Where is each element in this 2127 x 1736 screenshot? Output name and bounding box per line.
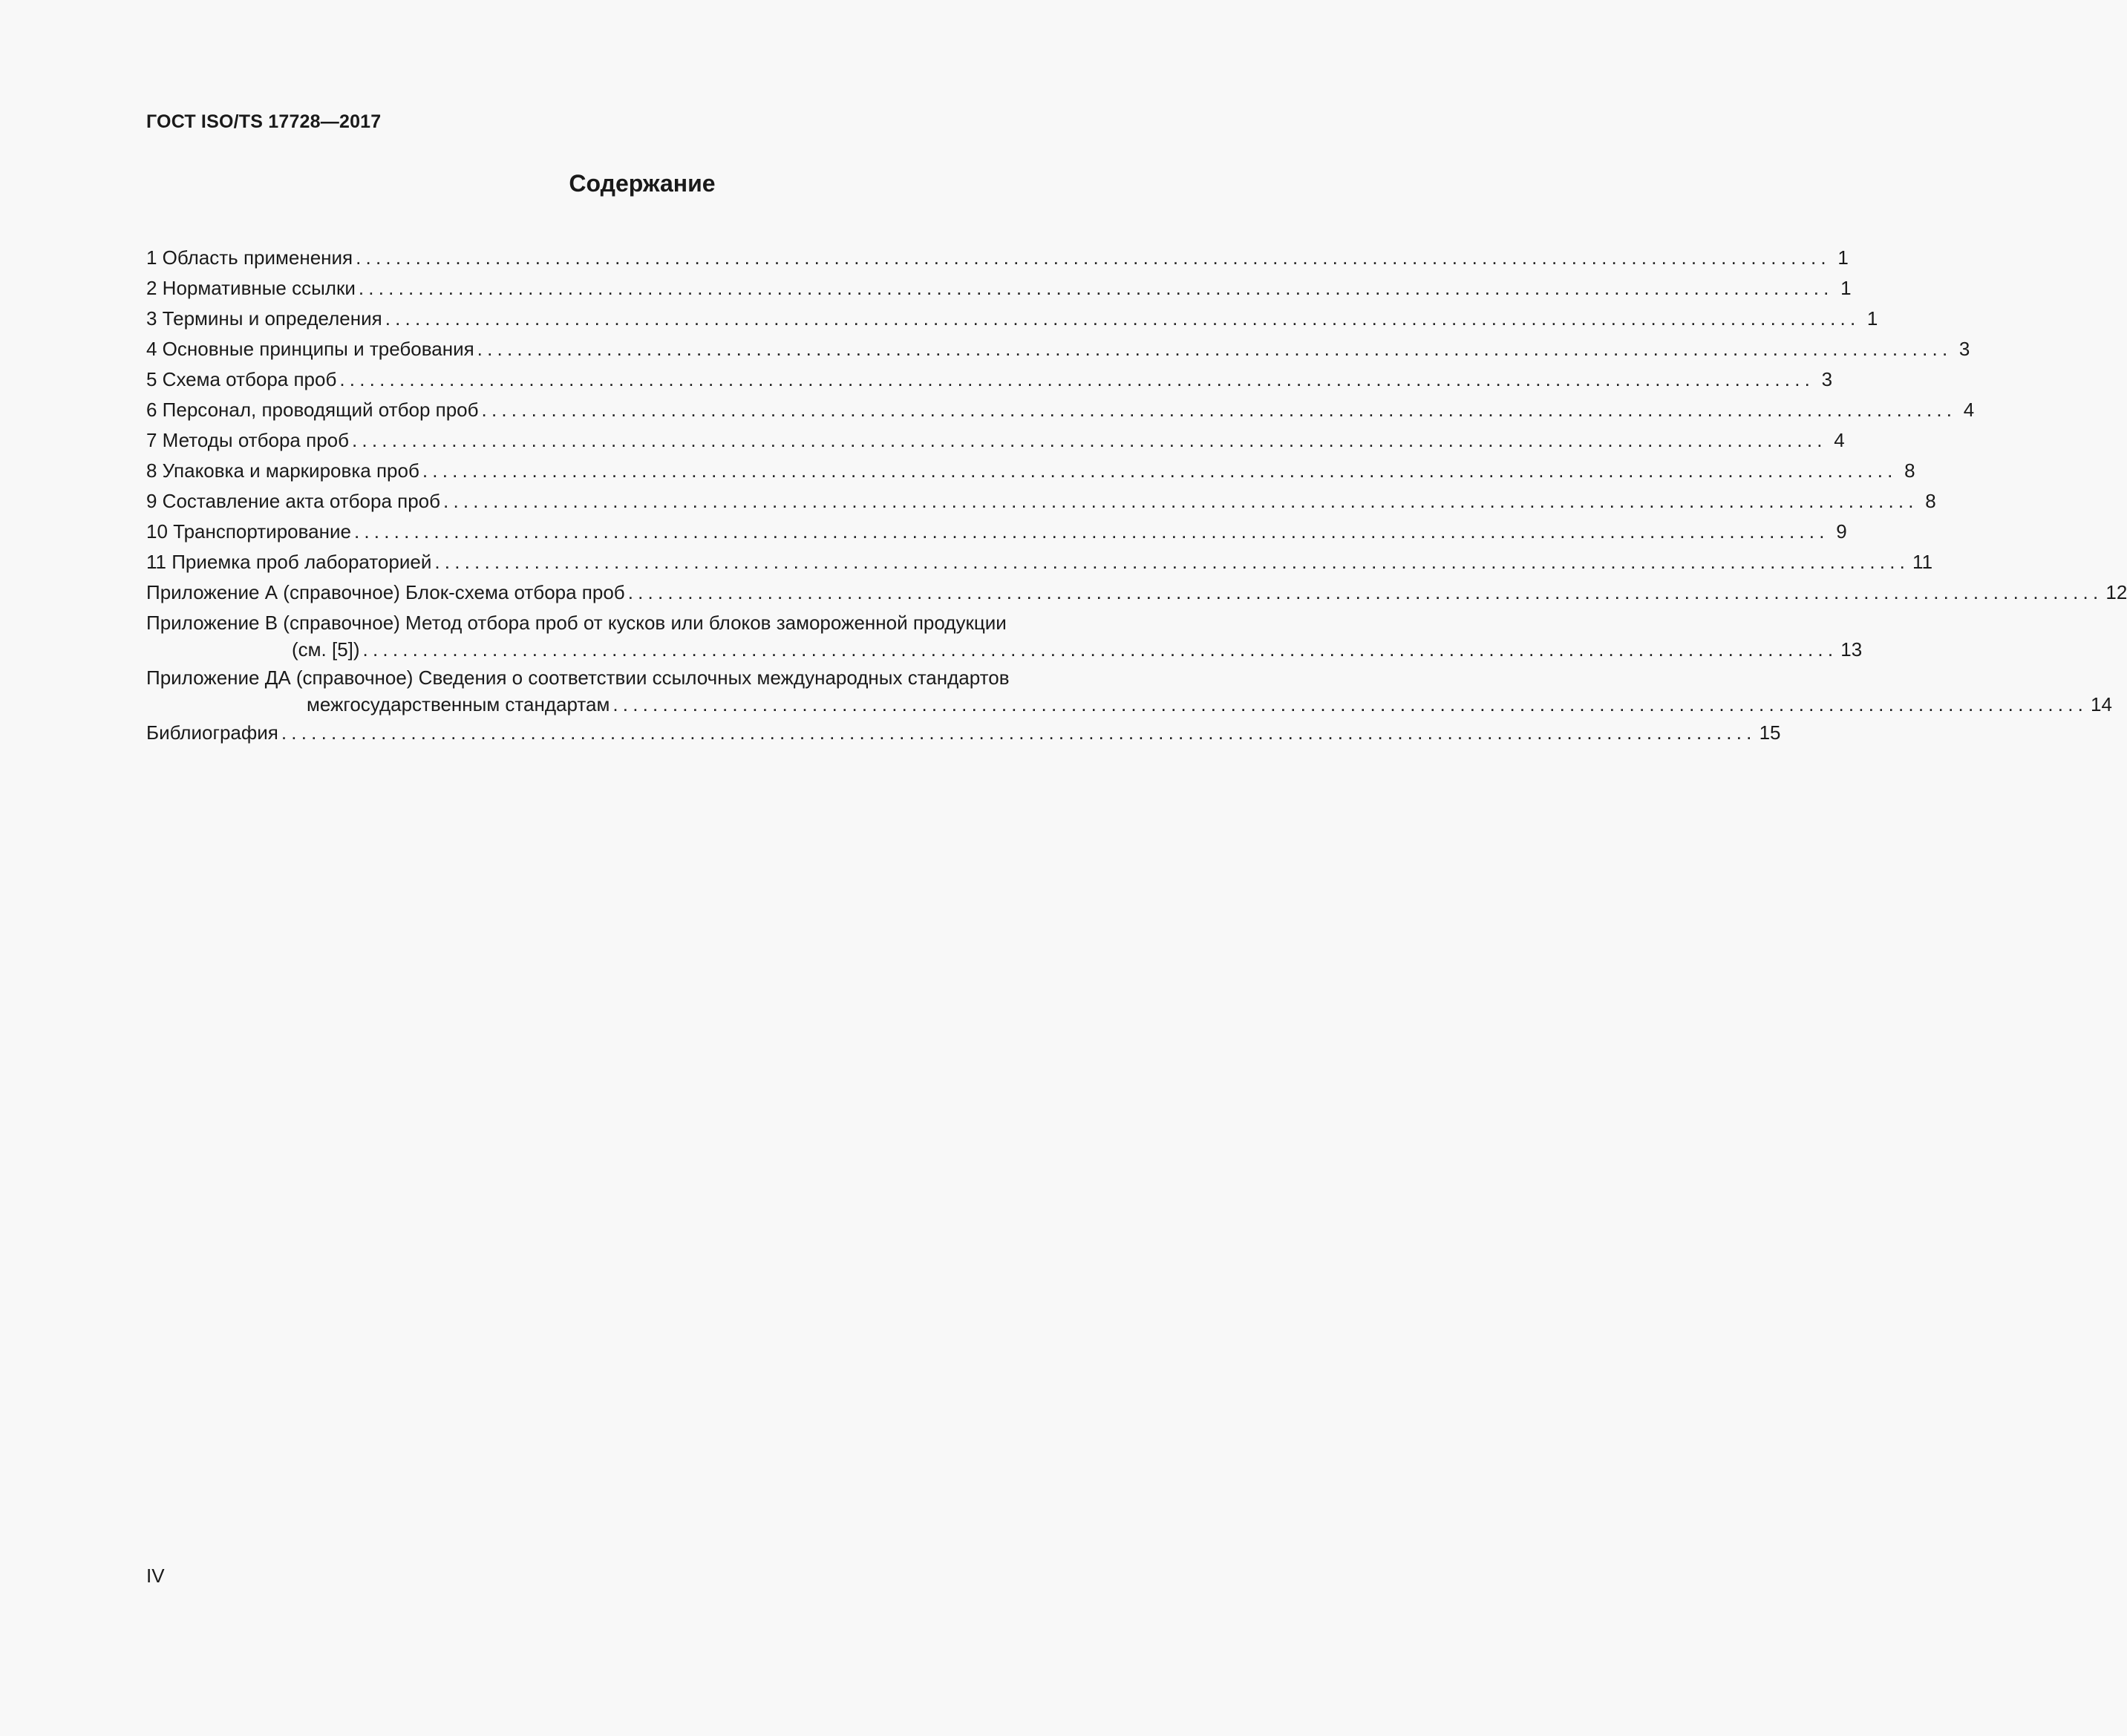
toc-page-number: 1 — [1866, 307, 1878, 330]
toc-entry-11[interactable] — [146, 548, 1933, 579]
dot-leader: .................................................................................................................................................... — [612, 693, 2088, 715]
toc-entry-text: Приложение В (справочное) Метод отбора проб от кусков или блоков замороженной продукции — [146, 612, 1007, 634]
toc-entry-8[interactable] — [146, 457, 1915, 488]
toc-entry-text: 9 Составление акта отбора проб — [146, 490, 441, 512]
toc-entry-text: 1 Область применения — [146, 246, 353, 269]
toc-page-number: 13 — [1840, 638, 1863, 661]
toc-entry-appendix-a[interactable] — [146, 579, 2127, 609]
dot-leader: .................................................................................................................................................... — [443, 490, 1918, 512]
toc-entry-text: 8 Упаковка и маркировка проб — [146, 459, 419, 482]
dot-leader: .................................................................................................................................................... — [477, 338, 1953, 360]
toc-entry-text: 7 Методы отбора проб — [146, 429, 349, 451]
toc-entry-2[interactable] — [146, 275, 1852, 305]
dot-leader: .................................................................................................................................................... — [281, 721, 1757, 744]
document-code: ГОСТ ISO/TS 17728—2017 — [146, 111, 382, 132]
toc-entry-text: 10 Транспортирование — [146, 520, 351, 543]
toc-page-number: 9 — [1836, 520, 1847, 543]
toc-entry-1[interactable] — [146, 244, 1849, 275]
toc-page-number: 4 — [1963, 399, 1975, 421]
toc-entry-5[interactable] — [146, 366, 1833, 396]
toc-entry-6[interactable] — [146, 396, 1975, 427]
toc-entry-text-continued: межгосударственным стандартам — [307, 693, 610, 715]
toc-entry-9[interactable] — [146, 488, 1936, 518]
toc-entry-appendix-b[interactable] — [146, 609, 1863, 664]
dot-leader: .................................................................................................................................................... — [434, 551, 1910, 573]
dot-leader: .................................................................................................................................................... — [353, 520, 1829, 543]
dot-leader: .................................................................................................................................................... — [627, 581, 2103, 603]
dot-leader: .................................................................................................................................................... — [358, 277, 1834, 299]
toc-entry-10[interactable] — [146, 518, 1847, 548]
toc-title: Содержание — [569, 170, 716, 197]
toc-entry-text: 3 Термины и определения — [146, 307, 382, 330]
toc-page-number: 8 — [1925, 490, 1936, 512]
toc-entry-3[interactable] — [146, 305, 1878, 335]
table-of-contents — [146, 244, 2127, 750]
dot-leader: .................................................................................................................................................... — [356, 246, 1831, 269]
dot-leader: .................................................................................................................................................... — [385, 307, 1860, 330]
toc-page-number: 15 — [1759, 721, 1781, 744]
toc-entry-7[interactable] — [146, 427, 1845, 457]
toc-page-number: 3 — [1821, 368, 1833, 390]
dot-leader: .................................................................................................................................................... — [339, 368, 1815, 390]
toc-page-number: 4 — [1834, 429, 1845, 451]
toc-page-number: 3 — [1958, 338, 1970, 360]
toc-entry-appendix-da[interactable] — [146, 664, 2112, 719]
toc-entry-text: Библиография — [146, 721, 278, 744]
toc-page-number: 11 — [1912, 551, 1933, 573]
toc-page-number: 8 — [1904, 459, 1915, 482]
toc-entry-4[interactable] — [146, 335, 1970, 366]
toc-entry-bibliography[interactable] — [146, 719, 1781, 750]
toc-entry-text: Приложение ДА (справочное) Сведения о соответствии ссылочных международных стандартов — [146, 666, 1010, 689]
toc-entry-text: 5 Схема отбора проб — [146, 368, 337, 390]
toc-page-number: 14 — [2091, 693, 2112, 715]
toc-entry-text-continued: (см. [5]) — [292, 638, 360, 661]
dot-leader: .................................................................................................................................................... — [422, 459, 1898, 482]
toc-page-number: 1 — [1837, 246, 1849, 269]
toc-entry-text: 2 Нормативные ссылки — [146, 277, 356, 299]
toc-page-number: 12 — [2105, 581, 2127, 603]
toc-entry-text: 11 Приемка проб лабораторией — [146, 551, 432, 573]
dot-leader: .................................................................................................................................................... — [481, 399, 1957, 421]
dot-leader: .................................................................................................................................................... — [362, 638, 1838, 661]
toc-page-number: 1 — [1840, 277, 1852, 299]
toc-entry-text: 4 Основные принципы и требования — [146, 338, 474, 360]
toc-entry-text: Приложение А (справочное) Блок-схема отбора проб — [146, 581, 625, 603]
page-number-footer: IV — [146, 1565, 165, 1587]
dot-leader: .................................................................................................................................................... — [352, 429, 1827, 451]
toc-entry-text: 6 Персонал, проводящий отбор проб — [146, 399, 479, 421]
